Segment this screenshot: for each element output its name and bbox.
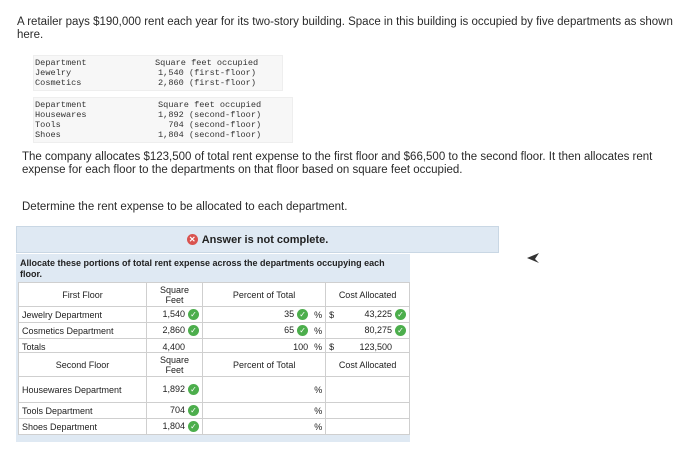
question-text: Determine the rent expense to be allocated to each department. (22, 201, 348, 213)
pct-sign: % (311, 323, 326, 339)
second-floor-listing (33, 97, 293, 143)
table-row (19, 377, 410, 403)
dollar-sign (326, 323, 338, 339)
first-floor-table (18, 282, 410, 355)
listing-header-sqft: Square feet occupied (158, 100, 262, 110)
table-row (19, 323, 410, 339)
listing-sqft: 1,540 (first-floor) (158, 68, 256, 78)
sqft-total: 4,400 (147, 339, 203, 355)
row-label: Totals (19, 339, 147, 355)
table-row (19, 403, 410, 419)
check-icon: ✓ (188, 405, 199, 416)
second-floor-table (18, 352, 410, 435)
table-row (19, 307, 410, 323)
sqft-input[interactable]: 2,860 ✓ (147, 323, 203, 339)
row-label: Shoes Department (19, 419, 147, 435)
pct-input[interactable] (203, 419, 312, 435)
col-header: First Floor (19, 283, 147, 307)
pct-sign: % (311, 403, 326, 419)
sqft-input[interactable]: 1,540 ✓ (147, 307, 203, 323)
dollar-sign: $ (326, 307, 338, 323)
check-icon: ✓ (297, 309, 308, 320)
sqft-input[interactable]: 1,892 ✓ (147, 377, 203, 403)
check-icon: ✓ (188, 309, 199, 320)
listing-dept: Cosmetics (35, 78, 82, 88)
listing-dept: Housewares (35, 110, 87, 120)
listing-header-dept: Department (35, 100, 87, 110)
table-row (19, 419, 410, 435)
col-header: Percent of Total (203, 353, 326, 377)
col-header: Second Floor (19, 353, 147, 377)
listing-dept: Jewelry (35, 68, 72, 78)
pct-sign: % (311, 377, 326, 403)
sqft-input[interactable]: 1,804 ✓ (147, 419, 203, 435)
intro-text: A retailer pays $190,000 rent each year for its two-story building. Space in this building is occupied by five departments as shown here. (17, 16, 673, 41)
row-label: Housewares Department (19, 377, 147, 403)
col-header: Cost Allocated (326, 283, 410, 307)
check-icon: ✓ (297, 325, 308, 336)
banner-text: Answer is not complete. (201, 233, 329, 246)
first-floor-listing (33, 55, 283, 91)
cost-input[interactable] (336, 377, 410, 403)
cost-input[interactable] (336, 419, 410, 435)
col-header: Square Feet (147, 353, 203, 377)
pct-sign: % (311, 419, 326, 435)
listing-dept: Tools (35, 120, 61, 130)
pct-total: 100 (203, 339, 312, 355)
cost-input[interactable] (336, 403, 410, 419)
listing-dept: Shoes (35, 130, 61, 140)
pct-sign: % (311, 307, 326, 323)
col-header: Cost Allocated (326, 353, 410, 377)
check-icon: ✓ (188, 384, 199, 395)
row-label: Cosmetics Department (19, 323, 147, 339)
listing-sqft: 1,804 (second-floor) (158, 130, 262, 140)
pct-sign: % (311, 339, 326, 355)
cost-input[interactable]: 80,275 ✓ (337, 323, 409, 339)
error-icon: ✕ (187, 234, 198, 245)
col-header: Percent of Total (203, 283, 326, 307)
pct-input[interactable]: 35 ✓ (203, 307, 312, 323)
sqft-input[interactable]: 704 ✓ (147, 403, 203, 419)
col-header: Square Feet (147, 283, 203, 307)
cost-total: 123,500 (337, 339, 409, 355)
instructions-text: Allocate these portions of total rent expense across the departments occupying each floor. (20, 258, 385, 279)
row-label: Tools Department (19, 403, 147, 419)
allocation-text: The company allocates $123,500 of total rent expense to the first floor and $66,500 to the second floor. It then allocates rent expense for each floor to the departments on that floor based on square feet occupied. (22, 151, 653, 176)
pct-input[interactable] (203, 377, 312, 403)
dollar-sign: $ (326, 339, 338, 355)
check-icon: ✓ (188, 325, 199, 336)
listing-sqft: 2,860 (first-floor) (158, 78, 256, 88)
pct-input[interactable] (203, 403, 312, 419)
listing-sqft: 704 (second-floor) (158, 120, 262, 130)
answer-banner (16, 226, 499, 253)
answer-panel (16, 254, 410, 442)
pct-input[interactable]: 65 ✓ (203, 323, 312, 339)
check-icon: ✓ (188, 421, 199, 432)
check-icon: ✓ (395, 309, 406, 320)
row-label: Jewelry Department (19, 307, 147, 323)
listing-sqft: 1,892 (second-floor) (158, 110, 262, 120)
cursor-icon (526, 252, 540, 264)
check-icon: ✓ (395, 325, 406, 336)
cost-input[interactable]: 43,225 ✓ (337, 307, 409, 323)
listing-header-sqft: Square feet occupied (155, 58, 259, 68)
listing-header-dept: Department (35, 58, 87, 68)
